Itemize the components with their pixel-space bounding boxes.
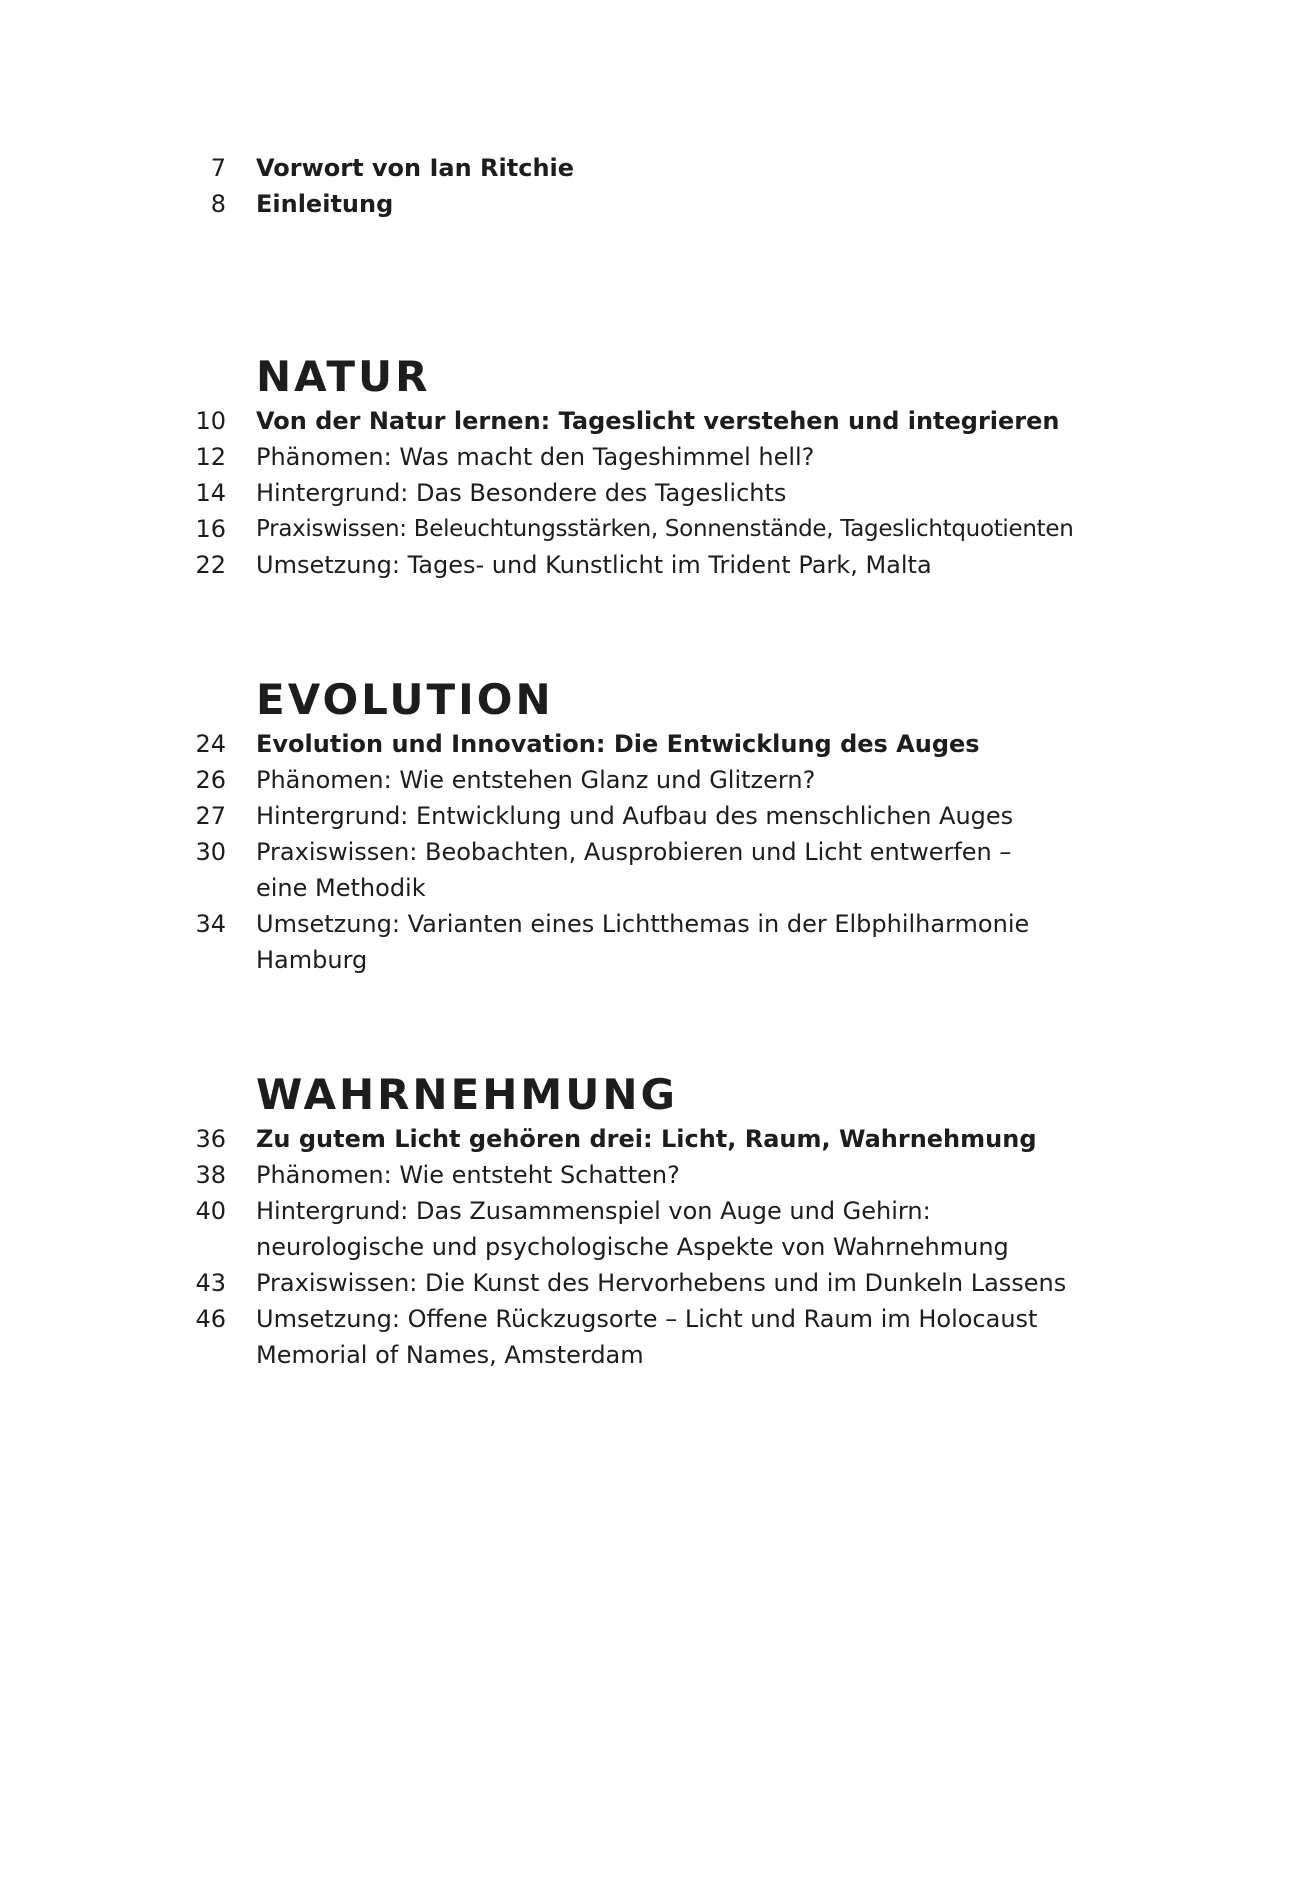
page-number: 8 — [210, 190, 226, 218]
entry-title: Umsetzung: Offene Rückzugsorte – Licht und Raum im Holocaust — [256, 1305, 1038, 1333]
entry-title: Von der Natur lernen: Tageslicht verstehen und integrieren — [256, 407, 1060, 435]
entry-title: Einleitung — [256, 190, 394, 218]
entry-title: Praxiswissen: Beleuchtungsstärken, Sonnenstände, Tageslichtquotienten — [256, 516, 1074, 542]
entry-title: Hintergrund: Das Besondere des Tageslichts — [256, 479, 787, 507]
entry-title: Praxiswissen: Beobachten, Ausprobieren und Licht entwerfen – — [256, 838, 1012, 866]
entry-title: Praxiswissen: Die Kunst des Hervorhebens und im Dunkeln Lassens — [256, 1269, 1067, 1297]
page-number: 16 — [195, 515, 226, 543]
page-number: 22 — [195, 551, 226, 579]
entry-title: Hintergrund: Entwicklung und Aufbau des menschlichen Auges — [256, 802, 1014, 830]
entry-title-continuation: eine Methodik — [256, 874, 426, 902]
entry-title-continuation: Memorial of Names, Amsterdam — [256, 1341, 644, 1369]
page-number: 34 — [195, 910, 226, 938]
section-heading-wahrnehmung: WAHRNEHMUNG — [256, 1070, 678, 1119]
entry-title: Phänomen: Wie entstehen Glanz und Glitzern? — [256, 766, 816, 794]
entry-title: Umsetzung: Tages- und Kunstlicht im Trident Park, Malta — [256, 551, 932, 579]
page-number: 10 — [195, 407, 226, 435]
entry-title: Zu gutem Licht gehören drei: Licht, Raum, Wahrnehmung — [256, 1125, 1037, 1153]
page-number: 40 — [195, 1197, 226, 1225]
page-number: 46 — [195, 1305, 226, 1333]
page-number: 43 — [195, 1269, 226, 1297]
page-number: 38 — [195, 1161, 226, 1189]
page-number: 24 — [195, 730, 226, 758]
page-number: 27 — [195, 802, 226, 830]
entry-title: Hintergrund: Das Zusammenspiel von Auge und Gehirn: — [256, 1197, 931, 1225]
page-number: 7 — [210, 154, 226, 182]
section-heading-natur: NATUR — [256, 352, 431, 401]
page-number: 12 — [195, 443, 226, 471]
section-heading-evolution: EVOLUTION — [256, 675, 554, 724]
entry-title-continuation: neurologische und psychologische Aspekte von Wahrnehmung — [256, 1233, 1009, 1261]
page-number: 36 — [195, 1125, 226, 1153]
page-number: 14 — [195, 479, 226, 507]
entry-title: Evolution und Innovation: Die Entwicklung des Auges — [256, 730, 980, 758]
entry-title: Phänomen: Was macht den Tageshimmel hell? — [256, 443, 815, 471]
entry-title-continuation: Hamburg — [256, 946, 368, 974]
entry-title: Umsetzung: Varianten eines Lichtthemas in der Elbphilharmonie — [256, 910, 1030, 938]
page-number: 26 — [195, 766, 226, 794]
entry-title: Vorwort von Ian Ritchie — [256, 154, 575, 182]
entry-title: Phänomen: Wie entsteht Schatten? — [256, 1161, 680, 1189]
page-number: 30 — [195, 838, 226, 866]
